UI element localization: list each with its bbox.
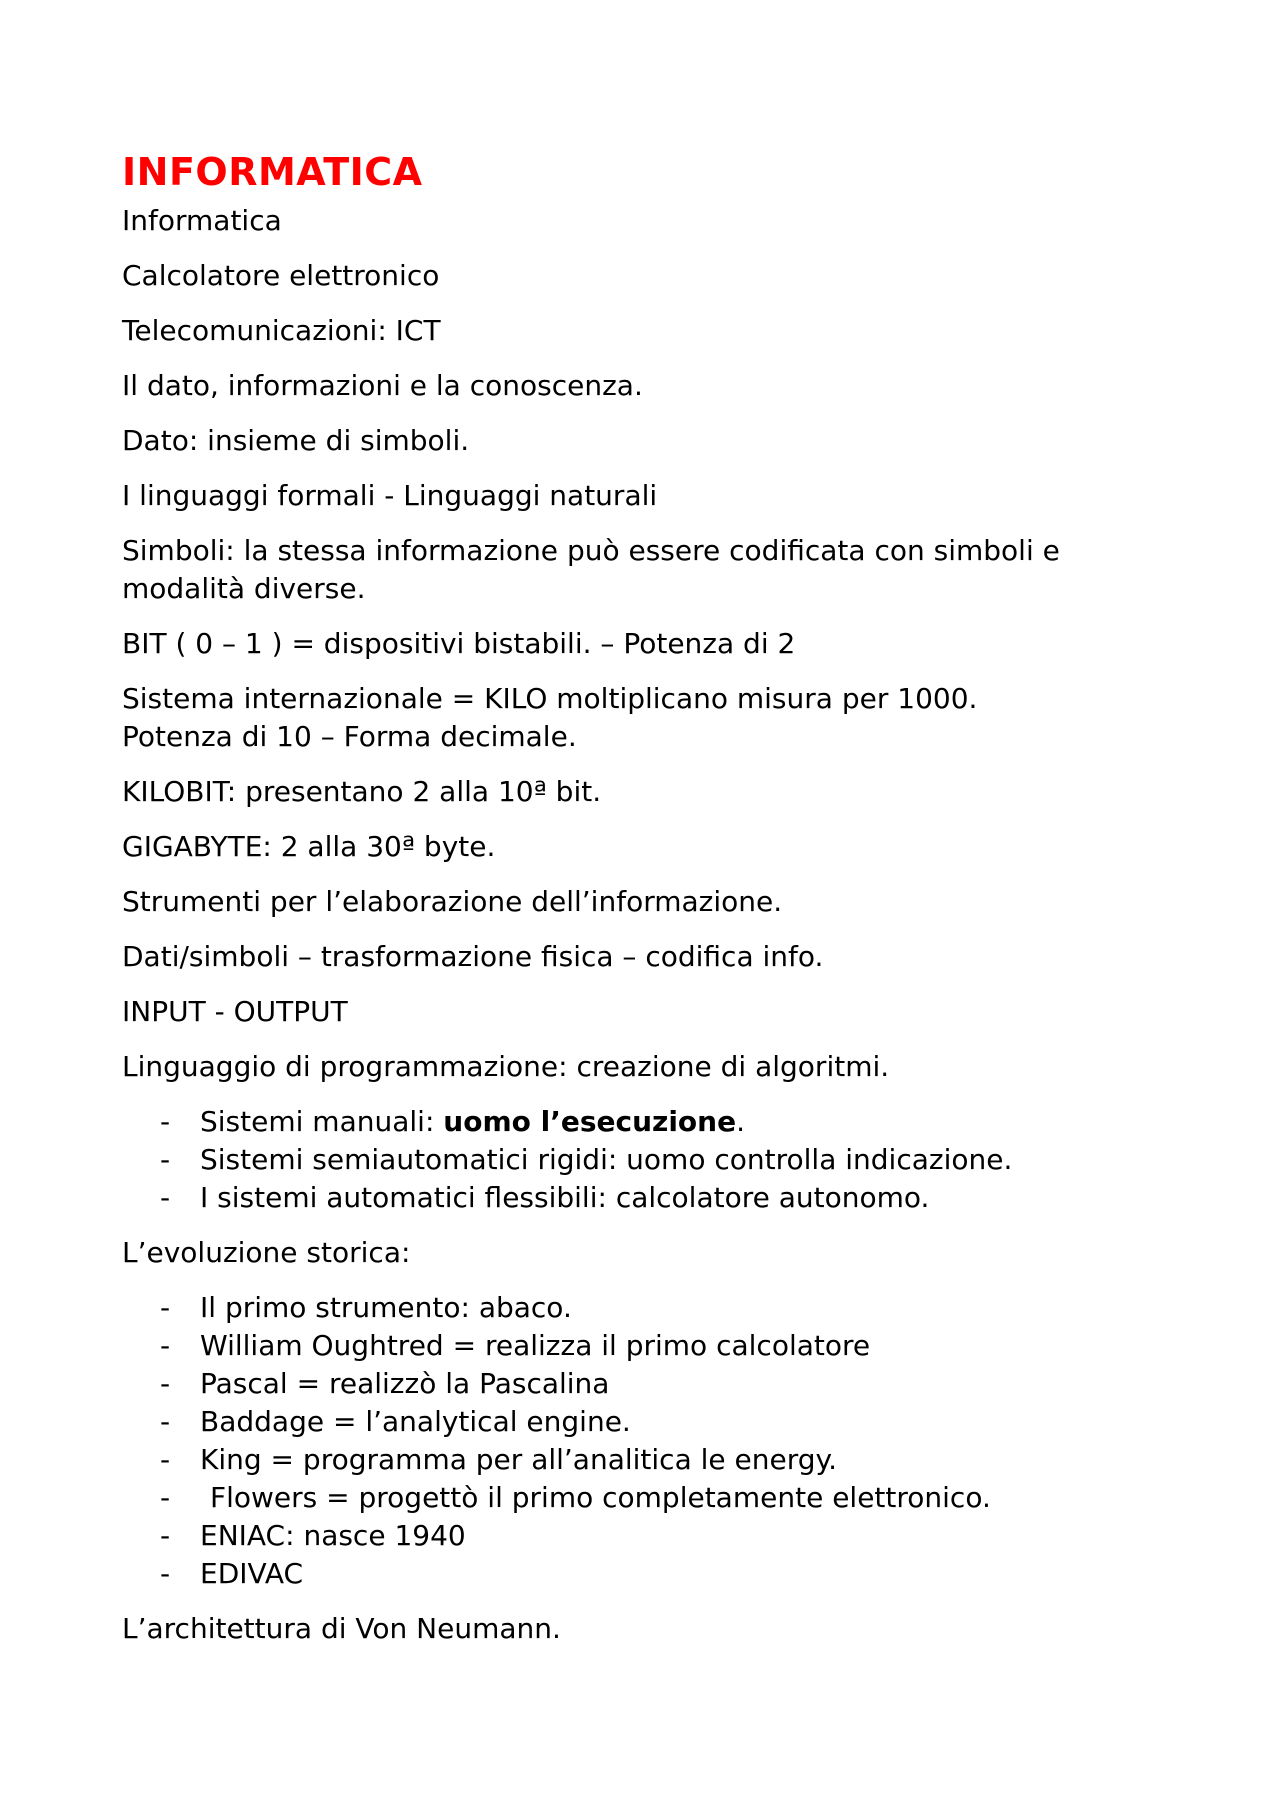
list-item — [122, 1365, 1162, 1403]
paragraph-dato-informazioni: Il dato, informazioni e la conoscenza. — [122, 369, 643, 402]
list-dash: - — [160, 1443, 171, 1476]
list-item — [122, 1403, 1162, 1441]
paragraph-gigabyte: GIGABYTE: 2 alla 30ª byte. — [122, 830, 496, 863]
paragraph-simboli — [122, 532, 1162, 608]
list-item — [122, 1103, 1162, 1141]
list-item — [122, 1555, 1162, 1593]
list-item — [122, 1289, 1162, 1327]
paragraph-linguaggio-programmazione: Linguaggio di programmazione: creazione di algoritmi. — [122, 1050, 890, 1083]
paragraph-sistema-internazionale — [122, 680, 1162, 756]
history-list — [122, 1289, 1162, 1593]
list-item-text-prefix: Sistemi manuali: — [200, 1105, 444, 1138]
paragraph-telecomunicazioni: Telecomunicazioni: ICT — [122, 314, 441, 347]
list-dash: - — [160, 1143, 171, 1176]
paragraph-linguaggi: I linguaggi formali - Linguaggi naturali — [122, 479, 658, 512]
paragraph-simboli-line-2: modalità diverse. — [122, 572, 366, 605]
paragraph-calcolatore: Calcolatore elettronico — [122, 259, 440, 292]
paragraph-kilobit: KILOBIT: presentano 2 alla 10ª bit. — [122, 775, 602, 808]
paragraph-strumenti: Strumenti per l’elaborazione dell’informazione. — [122, 885, 783, 918]
paragraph-informatica: Informatica — [122, 204, 282, 237]
list-dash: - — [160, 1481, 171, 1514]
list-item-text: ENIAC: nasce 1940 — [200, 1519, 466, 1552]
document-body — [122, 150, 1162, 1665]
list-item-text: Flowers = progettò il primo completamente elettronico. — [210, 1481, 991, 1514]
list-item-text: Baddage = l’analytical engine. — [200, 1405, 631, 1438]
list-item — [122, 1141, 1162, 1179]
list-dash: - — [160, 1181, 171, 1214]
paragraph-simboli-line-1: Simboli: la stessa informazione può essere codificata con simboli e — [122, 534, 1060, 567]
document-title: INFORMATICA — [122, 150, 423, 194]
paragraph-input-output: INPUT - OUTPUT — [122, 995, 348, 1028]
paragraph-evoluzione-storica: L’evoluzione storica: — [122, 1236, 411, 1269]
list-item-text: Il primo strumento: abaco. — [200, 1291, 572, 1324]
list-item — [122, 1327, 1162, 1365]
paragraph-sistema-line-1: Sistema internazionale = KILO moltiplicano misura per 1000. — [122, 682, 978, 715]
list-item — [122, 1441, 1162, 1479]
list-dash: - — [160, 1519, 171, 1552]
paragraph-bit: BIT ( 0 – 1 ) = dispositivi bistabili. – Potenza di 2 — [122, 627, 796, 660]
paragraph-dati-simboli: Dati/simboli – trasformazione fisica – codifica info. — [122, 940, 824, 973]
list-dash: - — [160, 1367, 171, 1400]
list-dash: - — [160, 1329, 171, 1362]
paragraph-sistema-line-2: Potenza di 10 – Forma decimale. — [122, 720, 577, 753]
list-item-text: King = programma per all’analitica le energy. — [200, 1443, 838, 1476]
list-item — [122, 1179, 1162, 1217]
list-item-text-suffix: . — [736, 1105, 745, 1138]
list-item — [122, 1479, 1162, 1517]
paragraph-dato-simboli: Dato: insieme di simboli. — [122, 424, 470, 457]
list-dash: - — [160, 1405, 171, 1438]
list-item-text: Pascal = realizzò la Pascalina — [200, 1367, 610, 1400]
paragraph-von-neumann: L’architettura di Von Neumann. — [122, 1612, 561, 1645]
list-dash: - — [160, 1105, 171, 1138]
list-item — [122, 1517, 1162, 1555]
list-dash: - — [160, 1291, 171, 1324]
systems-list — [122, 1103, 1162, 1217]
list-item-text: William Oughtred = realizza il primo calcolatore — [200, 1329, 871, 1362]
list-dash: - — [160, 1557, 171, 1590]
list-item-text: I sistemi automatici flessibili: calcolatore autonomo. — [200, 1181, 930, 1214]
list-item-text: Sistemi semiautomatici rigidi: uomo controlla indicazione. — [200, 1143, 1013, 1176]
list-item-text-bold: uomo l’esecuzione — [443, 1105, 737, 1138]
list-item-text: EDIVAC — [200, 1557, 304, 1590]
